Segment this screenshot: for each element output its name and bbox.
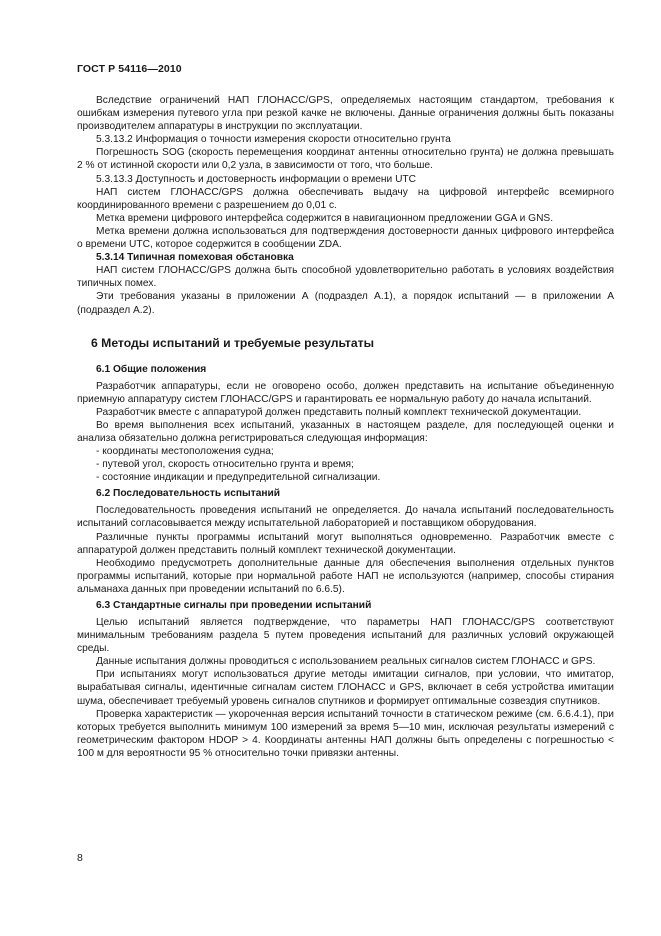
document-page <box>77 63 614 760</box>
intro-paragraph: Вследствие ограничений НАП ГЛОНАСС/GPS, определяемых настоящим стандартом, требования к ошибкам измерения путевого угла при резкой качке не включены. Данные ограничения должны быть показаны производителем аппаратуры в инструкции по эксплуатации. <box>77 95 614 133</box>
clause-5-3-13-2-title: 5.3.13.2 Информация о точности измерения скорости относительно грунта <box>96 134 451 146</box>
clause-5-3-14-text-2: Эти требования указаны в приложении А (подраздел А.1), а порядок испытаний — в приложении А (подраздел А.2). <box>77 291 614 316</box>
clause-5-3-14-title: 5.3.14 Типичная помеховая обстановка <box>96 252 294 264</box>
subsection-6-2-p1: Последовательность проведения испытаний не определяется. До начала испытаний последовательность испытаний согласовывается между испытательной лабораторией и поставщиком оборудования. <box>77 505 614 530</box>
subsection-6-1-title: 6.1 Общие положения <box>96 363 207 375</box>
list-item: - состояние индикации и предупредительной сигнализации. <box>96 472 381 484</box>
list-item: - координаты местоположения судна; <box>96 446 274 458</box>
subsection-6-3-p1: Целью испытаний является подтверждение, что параметры НАП ГЛОНАСС/GPS соответствуют минимальным требованиям раздела 5 путем проведения испытаний для различных условий окружающей среды. <box>77 617 614 655</box>
clause-5-3-13-3-text-1: НАП систем ГЛОНАСС/GPS должна обеспечивать выдачу на цифровой интерфейс всемирного координированного времени с разрешением до 0,01 с. <box>77 186 614 211</box>
clause-5-3-13-3-text-2: Метка времени цифрового интерфейса содержится в навигационном предложении GGA и GNS. <box>96 212 554 224</box>
page-number: 8 <box>77 852 83 864</box>
subsection-6-1-p1: Разработчик аппаратуры, если не оговорено особо, должен представить на испытание объединенную приемную аппаратуру систем ГЛОНАСС/GPS и гарантировать ее нормальную работу до начала испытаний. <box>77 380 614 405</box>
document-header: ГОСТ Р 54116—2010 <box>77 63 182 75</box>
clause-5-3-13-3-title: 5.3.13.3 Доступность и достоверность информации о времени UTC <box>96 173 417 185</box>
subsection-6-3-p4: Проверка характеристик — укороченная версия испытаний точности в статическом режиме (см. 6.6.4.1), при которых требуется выполнить минимум 100 измерений за время 5—10 мин, исключая результаты измерений с геометрическим фактором HDOP > 4. Координаты антенны НАП должны быть определены с погрешностью < 100 м для вероятности 95 % относительно точки привязки антенны. <box>77 708 614 759</box>
subsection-6-1-p2: Разработчик вместе с аппаратурой должен представить полный комплект технической документации. <box>96 406 582 418</box>
section-6-title: 6 Методы испытаний и требуемые результаты <box>91 335 375 350</box>
subsection-6-2-p2: Различные пункты программы испытаний могут выполняться одновременно. Разработчик вместе с аппаратурой должен представить полный комплект технической документации. <box>77 531 614 556</box>
subsection-6-2-title: 6.2 Последовательность испытаний <box>96 488 281 500</box>
subsection-6-3-p2: Данные испытания должны проводиться с использованием реальных сигналов систем ГЛОНАСС и GPS. <box>96 656 596 668</box>
subsection-6-3-title: 6.3 Стандартные сигналы при проведении испытаний <box>96 600 372 611</box>
subsection-6-3-p3: При испытаниях могут использоваться другие методы имитации сигналов, при условии, что имитатор, вырабатывая сигналы, идентичные сигналам систем ГЛОНАСС и GPS, включает в себя устройства имитации шума, обеспечивает требуемый уровень сигналов спутников и формирует оптимальные созвездия спутников. <box>77 669 614 707</box>
subsection-6-1-p3: Во время выполнения всех испытаний, указанных в настоящем разделе, для последующей оценки и анализа обязательно должна регистрироваться следующая информация: <box>77 419 614 444</box>
clause-5-3-13-2-text: Погрешность SOG (скорость перемещения координат антенны относительно грунта) не должна превышать 2 % от истинной скорости или 0,2 узла, в зависимости от того, что больше. <box>77 147 614 172</box>
subsection-6-2-p3: Необходимо предусмотреть дополнительные данные для обеспечения выполнения отдельных пунктов программы испытаний, которые при нормальной работе НАП не используются (например, способы стирания альманаха данных при проведении испытаний по 6.6.5). <box>77 557 614 595</box>
clause-5-3-13-3-text-3: Метка времени должна использоваться для подтверждения достоверности данных цифрового интерфейса о времени UTC, которое содержится в сообщении ZDA. <box>77 225 614 251</box>
clause-5-3-14-text-1: НАП систем ГЛОНАСС/GPS должна быть способной удовлетворительно работать в условиях воздействия типичных помех. <box>77 265 614 290</box>
list-item: - путевой угол, скорость относительно грунта и время; <box>96 459 354 471</box>
